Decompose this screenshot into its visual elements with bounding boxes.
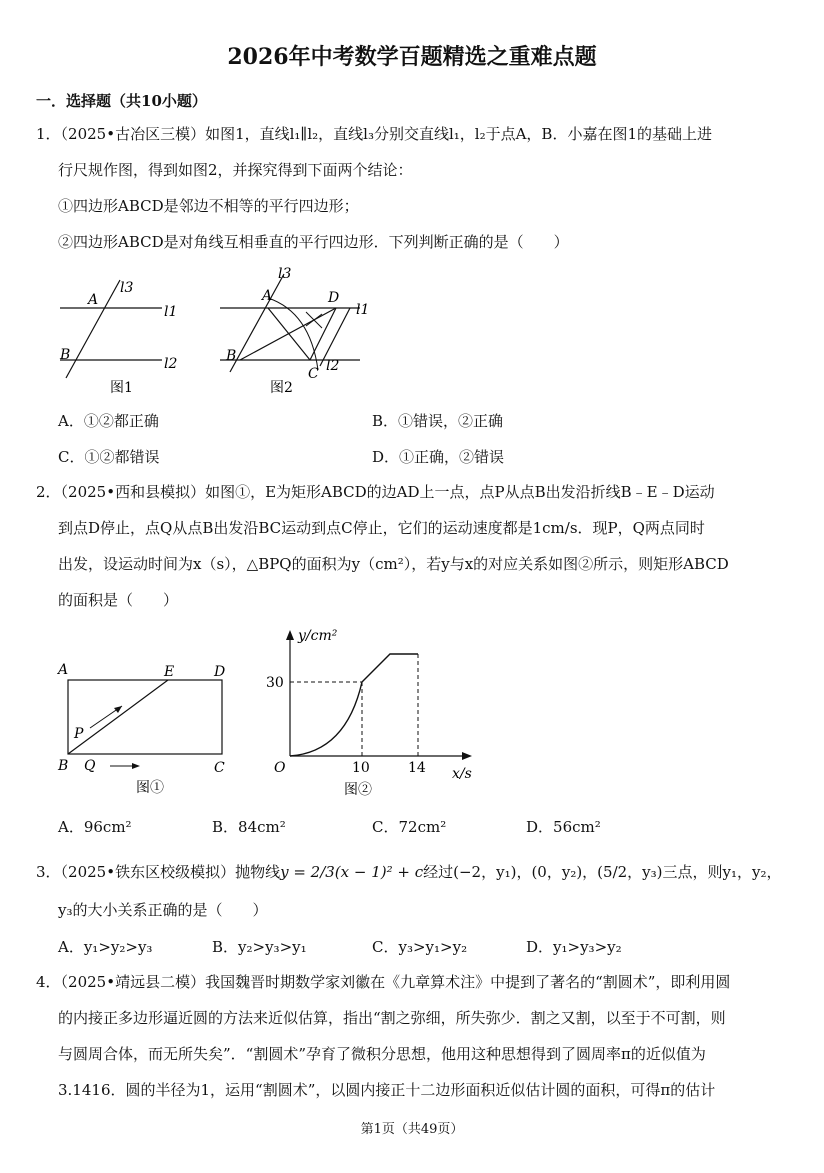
q1-figure-2 [210,262,380,400]
q1-option-a: A．①②都正确 [58,412,159,430]
q1-fig1-label-l1: l1 [164,304,178,320]
q2-line1: 2．（2025•西和县模拟）如图①，E为矩形ABCD的边AD上一点，点P从点B出发沿折线B﹣E﹣D运动 [36,483,715,501]
q1-fig2-label-C: C [308,366,319,382]
q3-prefix: 3．（2025•铁东区校级模拟）抛物线 [36,863,281,881]
page-footer: 第1页（共49页） [360,1122,464,1137]
q3-line2: y₃的大小关系正确的是（ ） [58,901,268,919]
q2-option-a: A．96cm² [58,818,132,836]
q1-fig2-label-B: B [226,348,237,364]
q1-figure-1 [50,262,200,400]
q2-line3: 出发，设运动时间为x（s），△BPQ的面积为y（cm²），若y与x的对应关系如图②所示，则矩形ABCD [58,555,729,573]
q1-option-b: B．①错误，②正确 [372,412,504,430]
q1-line1: 1．（2025•古冶区三模）如图1，直线l₁∥l₂，直线l₃分别交直线l₁，l₂于点A，B．小嘉在图1的基础上进 [36,125,712,143]
q2-option-b: B．84cm² [212,818,286,836]
q2-option-d: D．56cm² [526,818,601,836]
q3-line1 [36,862,782,882]
q2-label-Q: Q [84,758,96,774]
q1-fig2-label-l3: l3 [278,266,292,282]
q1-line3: ①四边形ABCD是邻边不相等的平行四边形； [58,197,359,215]
q1-fig1-label-l3: l3 [120,280,134,296]
q2-option-c: C．72cm² [372,818,447,836]
q2-rect-ABCD [68,680,222,754]
q1-line4: ②四边形ABCD是对角线互相垂直的平行四边形．下列判断正确的是（ ） [58,233,569,251]
q1-fig2-side-DC [310,308,336,360]
q2-graph-y-tick-30: 30 [266,675,284,691]
q2-line2: 到点D停止，点Q从点B出发沿BC运动到点C停止，它们的运动速度都是1cm/s．现P，Q两点同时 [58,519,705,537]
q3-suffix: 经过(−2，y₁)，(0，y₂)，(5/2，y₃)三点，则y₁，y₂， [423,863,782,881]
q1-fig1-label-l2: l2 [164,356,178,372]
q4-line2: 的内接正多边形逼近圆的方法来近似估算，指出“割之弥细，所失弥少．割之又割，以至于不可割，则 [58,1009,726,1027]
q2-graph-x-label: x/s [452,766,472,782]
q1-fig2-diagonal-BD [240,308,336,360]
q2-label-B: B [58,758,69,774]
q1-option-c: C．①②都错误 [58,448,160,466]
q2-graph-y-label: y/cm² [298,628,338,644]
q2-line4: 的面积是（ ） [58,591,179,609]
q4-line4: 3.1416．圆的半径为1，运用“割圆术”，以圆内接正十二边形面积近似估计圆的面积，可得π的估计 [58,1081,716,1099]
q3-option-a: A．y₁>y₂>y₃ [58,938,153,956]
q2-figure-rectangle [50,656,240,806]
q1-fig2-cross-2 [306,314,322,326]
q2-fig1-caption: 图① [136,780,164,796]
page-title: 2026年中考数学百题精选之重难点题 [227,44,597,70]
q1-fig2-label-l1: l1 [356,302,370,318]
q2-label-P: P [74,726,84,742]
q1-fig2-label-l2: l2 [326,358,340,374]
q2-figure-graph [256,622,486,806]
q2-graph-x-arrow [462,752,472,760]
q2-graph-y-arrow [286,630,294,640]
q4-line1: 4．（2025•靖远县二模）我国魏晋时期数学家刘徽在《九章算术注》中提到了著名的“割圆术”，即利用圆 [36,973,731,991]
q1-option-d: D．①正确，②错误 [372,448,505,466]
q3-option-b: B．y₂>y₃>y₁ [212,938,307,956]
q2-arrow-p-head [114,706,122,713]
q1-fig1-caption: 图1 [110,380,133,396]
q2-graph-origin: O [274,760,286,776]
q2-graph-x-tick-10: 10 [352,760,370,776]
q2-fig2-caption: 图② [344,782,372,798]
section-heading: 一．选择题（共10小题） [36,92,207,110]
q1-fig1-label-A: A [88,292,99,308]
q2-label-E: E [164,664,175,680]
q4-line3: 与圆周合体，而无所失矣”．“割圆术”孕育了微积分思想，他用这种思想得到了圆周率π的近似值为 [58,1045,706,1063]
q3-option-c: C．y₃>y₁>y₂ [372,938,468,956]
q1-fig2-diagonal-AC [268,308,310,360]
q1-fig2-label-A: A [262,288,273,304]
q1-fig2-caption: 图2 [270,380,293,396]
q3-formula: y = 2/3(x − 1)² + c [280,863,424,881]
q2-label-C: C [214,760,225,776]
q1-line2: 行尺规作图，得到如图2，并探究得到下面两个结论： [58,161,413,179]
q2-graph-curve [290,654,418,756]
q2-graph-x-tick-14: 14 [408,760,426,776]
q2-arrow-q-head [132,763,140,769]
q3-option-d: D．y₁>y₃>y₂ [526,938,622,956]
q2-segment-BE [68,680,168,754]
q1-fig2-label-D: D [328,290,340,306]
q1-fig2-line-l3 [230,274,284,372]
q1-fig1-label-B: B [60,347,71,363]
q2-label-D: D [214,664,226,680]
q2-label-A: A [58,662,69,678]
